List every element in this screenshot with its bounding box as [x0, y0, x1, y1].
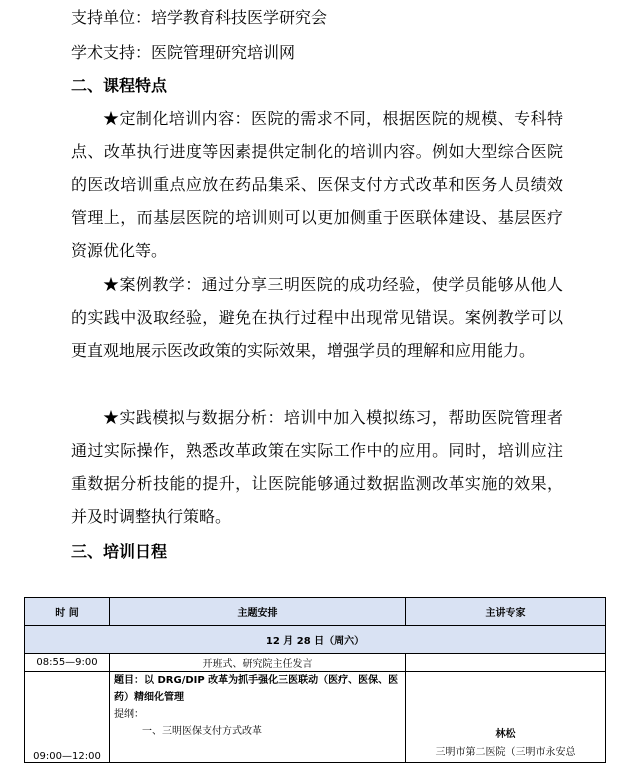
table-row — [25, 672, 606, 763]
header-expert: 主讲专家 — [406, 598, 606, 626]
feature-paragraph-case-teaching: ★案例教学：通过分享三明医院的成功经验，使学员能够从他人的实践中汲取经验，避免在执行过程中出现常见错误。案例教学可以更直观地展示医改政策的实际效果，增强学员的理解和应用能力。 — [71, 275, 563, 360]
header-topic: 主题安排 — [110, 598, 406, 626]
topic-title: 题目：以 DRG/DIP 改革为抓手强化三医联动（医疗、医保、医药）精细化管理 — [114, 675, 399, 703]
schedule-header-row — [25, 598, 606, 626]
row-time: 08:55—9:00 — [25, 654, 110, 672]
expert-name: 林松 — [495, 729, 516, 740]
feature-paragraph-customized: ★定制化培训内容：医院的需求不同，根据医院的规模、专科特点、改革执行进度等因素提供定制化的培训内容。例如大型综合医院的医改培训重点应放在药品集采、医保支付方式改革和医务人员绩效管理上，而基层医院的培训则可以更加侧重于医联体建设、基层医疗资源优化等。 — [71, 109, 563, 260]
header-time: 时 间 — [25, 598, 110, 626]
academic-support-line: 学术支持：医院管理研究培训网 — [71, 43, 296, 62]
expert-affiliation: 三明市第二医院（三明市永安总 — [435, 747, 576, 758]
row-topic: 开班式、研究院主任发言 — [110, 654, 406, 672]
topic-outline-label: 提纲： — [114, 709, 144, 720]
row-expert — [406, 654, 606, 672]
schedule-table — [24, 597, 606, 763]
feature-paragraph-practice: ★实践模拟与数据分析：培训中加入模拟练习，帮助医院管理者通过实际操作，熟悉改革政策在实际工作中的应用。同时，培训应注重数据分析技能的提升，让医院能够通过数据监测改革实施的效果，并及时调整执行策略。 — [71, 408, 563, 526]
support-unit-line: 支持单位：培学教育科技医学研究会 — [71, 8, 328, 27]
schedule-date: 12 月 28 日（周六） — [25, 626, 606, 654]
section-2-title: 二、课程特点 — [71, 76, 168, 95]
schedule-date-row — [25, 626, 606, 654]
row-topic — [110, 672, 406, 763]
topic-outline-item: 一、三明医保支付方式改革 — [142, 726, 262, 737]
row-time: 09:00—12:00 — [25, 672, 110, 763]
row-expert — [406, 672, 606, 763]
table-row — [25, 654, 606, 672]
section-3-title: 三、培训日程 — [71, 542, 168, 561]
